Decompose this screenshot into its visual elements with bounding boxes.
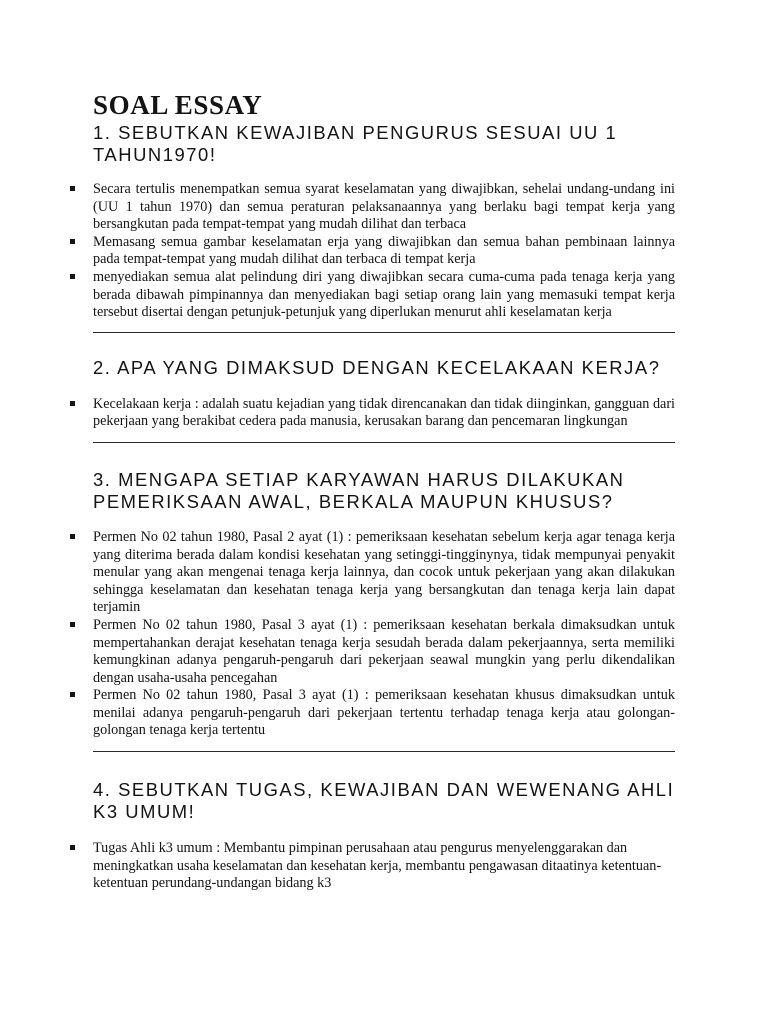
- list-item: [93, 617, 675, 687]
- answer-text: menyediakan semua alat pelindung diri yang diwajibkan secara cuma-cuma pada tenaga kerja yang berada dibawah pimpinannya dan menyediakan bagi setiap orang lain yang memasuki tempat kerja tersebut disertai dengan petunjuk-petunjuk yang diperlukan menurut ahli keselamatan kerja: [93, 268, 675, 321]
- list-item: [93, 529, 675, 617]
- answer-text: Permen No 02 tahun 1980, Pasal 2 ayat (1) : pemeriksaan kesehatan sebelum kerja agar tenaga kerja yang diterima berada dalam kondisi kesehatan yang setinggi-tingginynya, tidak mempunyai penyakit menular yang akan mengenai tenaga kerja lainnya, dan cocok untuk pekerjaan yang akan dilakukan sehingga keselamatan dan kesehatan tenaga kerja yang bersangkutan dan tenaga kerja lain dapat terjamin: [93, 528, 675, 616]
- answer-list-1: [93, 181, 675, 322]
- question-3: 3. MENGAPA SETIAP KARYAWAN HARUS DILAKUKAN PEMERIKSAAN AWAL, BERKALA MAUPUN KHUSUS?: [93, 468, 625, 512]
- document-title: SOAL ESSAY: [93, 90, 263, 120]
- square-bullet-icon: [70, 186, 75, 191]
- answer-text: Tugas Ahli k3 umum : Membantu pimpinan perusahaan atau pengurus menyelenggarakan dan meningkatkan usaha keselamatan dan kesehatan kerja, membantu pengawasan ditaatinya ketentuan-ketentuan perundang-undangan bidang k3: [93, 840, 662, 892]
- section-divider: [93, 332, 675, 333]
- answer-list-3: [93, 529, 675, 740]
- answer-text: Permen No 02 tahun 1980, Pasal 3 ayat (1) : pemeriksaan kesehatan berkala dimaksudkan untuk mempertahankan derajat kesehatan tenaga kerja sesudah berada dalam pekerjaannya, serta memiliki kemungkinan adanya pengaruh-pengaruh dari pekerjaan seawal mungkin yang perlu dikendalikan dengan usaha-usaha pencegahan: [93, 616, 675, 686]
- square-bullet-icon: [70, 692, 75, 697]
- question-2: 2. APA YANG DIMAKSUD DENGAN KECELAKAAN KERJA?: [93, 356, 661, 378]
- list-item: [93, 269, 675, 322]
- section-divider: [93, 751, 675, 752]
- square-bullet-icon: [70, 401, 75, 406]
- square-bullet-icon: [70, 622, 75, 627]
- list-item: [93, 181, 675, 234]
- square-bullet-icon: [70, 534, 75, 539]
- square-bullet-icon: [70, 239, 75, 244]
- answer-text: Secara tertulis menempatkan semua syarat keselamatan yang diwajibkan, sehelai undang-undang ini (UU 1 tahun 1970) dan semua peraturan pelaksanaannya yang berlaku bagi tempat kerja yang bersangkutan pada tempat-tempat yang mudah dilihat dan terbaca: [93, 181, 675, 233]
- section-divider: [93, 442, 675, 443]
- document-page: [93, 88, 675, 893]
- list-item: [93, 396, 675, 431]
- answer-text: Permen No 02 tahun 1980, Pasal 3 ayat (1) : pemeriksaan kesehatan khusus dimaksudkan untuk menilai adanya pengaruh-pengaruh dari pekerjaan tertentu terhadap tenaga kerja atau golongan-golongan tenaga kerja tertentu: [93, 687, 675, 739]
- list-item: [93, 234, 675, 269]
- answer-text: Kecelakaan kerja : adalah suatu kejadian yang tidak direncanakan dan tidak diinginkan, gangguan dari pekerjaan yang berakibat cedera pada manusia, kerusakan barang dan pencemaran lingkungan: [93, 395, 675, 430]
- answer-text: Memasang semua gambar keselamatan erja yang diwajibkan dan semua bahan pembinaan lainnya pada tempat-tempat yang mudah dilihat dan terbaca di tempat kerja: [93, 233, 675, 268]
- list-item: [93, 687, 675, 740]
- square-bullet-icon: [70, 845, 75, 850]
- question-1: 1. SEBUTKAN KEWAJIBAN PENGURUS SESUAI UU 1 TAHUN1970!: [93, 122, 618, 165]
- question-4: 4. SEBUTKAN TUGAS, KEWAJIBAN DAN WEWENANG AHLI K3 UMUM!: [93, 779, 675, 823]
- answer-list-4: [93, 840, 675, 893]
- list-item: [93, 840, 675, 893]
- square-bullet-icon: [70, 274, 75, 279]
- answer-list-2: [93, 396, 675, 431]
